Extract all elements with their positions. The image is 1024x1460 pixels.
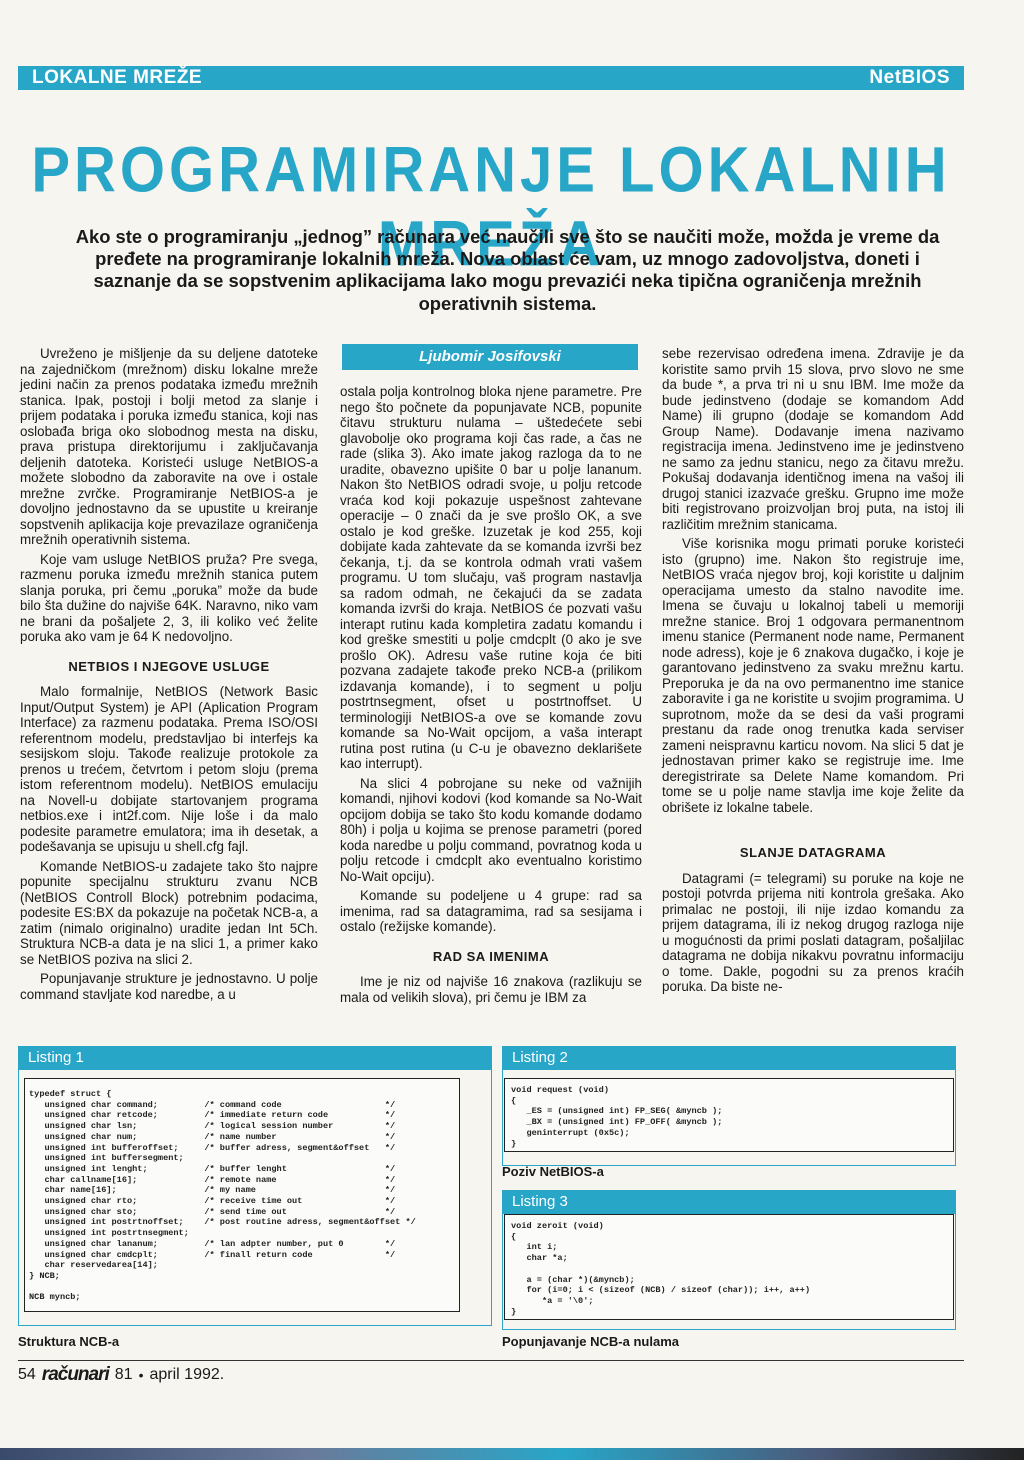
- paragraph: Datagrami (= telegrami) su poruke na koje ne postoji potvrda prijema niti kontrola grešaka. Ako primalac ne postoji, ili nije izdao komandu za prijem datagrama, ili iz nekog drugog razloga nije u mogućnosti da primi poslati datagram, pošaljilac datagrama ne dobija nikakvu povratnu informaciju o tome. Dakle, pogodni su za prenos kraćih poruka. Da biste ne-: [662, 870, 964, 994]
- paragraph: Koje vam usluge NetBIOS pruža? Pre svega, razmenu poruka između mrežnih stanica putem slanja poruka, pri čemu „poruka” može da bude bilo šta dužine do najviše 64K. Naravno, niko vam ne brani da pošaljete 2, 3, ili koliko već želite poruka ako vam je 64 K nedovoljno.: [20, 551, 318, 644]
- listing-1-title: Listing 1: [18, 1046, 492, 1070]
- paragraph: Uvreženo je mišljenje da su deljene datoteke na zajedničkom (mrežnom) disku lokalne mreže jedini način za prenos podataka između mrežnih stanica. Ipak, postoji i bolji metod za slanje i prijem podataka i poruka između stanica, koji nas oslobađa briga oko slobodnog mesta na disku, prava pristupa direktorijumu i zaključavanja deljenih datoteka. Koristeći usluge NetBIOS-a možete slobodno da zaboravite na ove i ostale mrežne zvrčke. Programiranje NetBIOS-a je dovoljno jednostavno da se upustite u kreiranje sopstvenih aplikacija koje prevazilaze ograničenja mrežnih operativnih sistema.: [20, 346, 318, 547]
- listing-2-caption: Poziv NetBIOS-a: [502, 1164, 604, 1179]
- magazine-name: računari: [41, 1364, 109, 1385]
- listing-3-title: Listing 3: [502, 1190, 956, 1214]
- section-label: LOKALNE MREŽE: [32, 67, 203, 88]
- scan-edge-strip: [0, 1448, 1024, 1460]
- paragraph: Komande su podeljene u 4 grupe: rad sa imenima, rad sa datagramima, rad sa sesijama i ostalo (režijske komande).: [340, 888, 642, 934]
- article-title: PROGRAMIRANJE LOKALNIH MREŽA: [31, 134, 951, 280]
- paragraph: Malo formalnije, NetBIOS (Network Basic Input/Output System) je API (Aplication Program Interface) za razmenu podataka. Prema ISO/OSI referentnom modelu, predstavljao bi interfejs ka sesijskom sloju. Takođe realizuje protokole za prenos u trećem, četvrtom i petom sloju (prema istom referentnom modelu). NetBIOS emulaciju na Novell-u dobijate startovanjem programa netbios.exe i int2f.com. Nije loše i da malo podesite parametre emulatora; ima ih desetak, a podešavanja se upisuju u shell.cfg fajl.: [20, 684, 318, 854]
- paragraph: ostala polja kontrolnog bloka njene parametre. Pre nego što počnete da popunjavate NCB, popunite čitavu strukturu nulama – uštedećete sebi glavobolje oko programa koji čas rade, a čas ne rade (slika 3). Ako imate jakog razloga da to ne uradite, obavezno upišite 0 bar u polje lananum. Nakon što NetBIOS odradi svoje, u polju retcode vraća kod koji pokazuje uspešnost zahtevane operacije – 0 znači da je sve prošlo OK, a sve ostalo je kod greške. Izuzetak je kod 255, koji dobijate kada zahtevate da se komanda izvrši bez čekanja, t.j. da se kontrola odmah vrati vašem programu. U tom slučaju, vaš program nastavlja sa radom odmah, ne čekajući da se zadata komanda izvrši do kraja. NetBIOS će pozvati vašu interapt rutinu kada kompletira zadatu komandu i kod greške smestiti u polje cmdcplt (0 ako je sve prošlo OK). Adresu vaše rutine koja će biti pozvana zadajete takođe preko NCB-a (prilikom izdavanja komande), i to segment u polju postrtnsegment, ofset u postrtnoffset. U terminologiji NetBIOS-a ove se komande zovu komande sa No-Wait opcijom, a vaša interapt rutina post rutina (u C-u je obavezno deklarišete kao interrupt).: [340, 384, 642, 771]
- section-header-bar: [18, 66, 964, 90]
- listing-1-caption: Struktura NCB-a: [18, 1334, 120, 1349]
- issue-date: april 1992.: [149, 1366, 225, 1383]
- paragraph: Komande NetBIOS-u zadajete tako što najpre popunite specijalnu strukturu zvanu NCB (NetBIOS Controll Block) potrebnim podacima, podesite ES:BX da pokazuje na početak NCB-a, a zatim (nimalo originalno) uradite jedan Int 5Ch. Struktura NCB-a data je na slici 1, a primer kako se NetBIOS poziva na slici 2.: [20, 858, 318, 967]
- author-banner: Ljubomir Josifovski: [342, 344, 638, 370]
- paragraph: Popunjavanje strukture je jednostavno. U polje command stavljate kod naredbe, a u: [20, 971, 318, 1002]
- listing-2-title: Listing 2: [502, 1046, 956, 1070]
- paragraph: sebe rezervisao određena imena. Zdravije je da koristite samo prvih 15 slova, prvo slovo ne sme da bude *, a prva tri ni u snu IBM. Ime može da bude jedinstveno (dodaje se komandom Add Name) ili grupno (dodaje se komandom Add Group Name). Dodavanje imena nazivamo registracija imena. Jedinstveno ime je jedinstveno ne samo za jednu stanicu, nego za čitavu mrežu. Pokušaj dodavanja identičnog imena na vašoj ili drugoj stanici izazvaće grešku. Grupno ime može biti registrovano proizvoljan broj puta, na istoj ili različitim mrežnim stanicama.: [662, 346, 964, 532]
- article-lead: Ako ste o programiranju „jednog” računara već naučili sve što se naučiti može, možda je vreme da pređete na programiranje lokalnih mreža. Nova oblast će vam, uz mnogo zadovoljstva, doneti i saznanje da se sopstvenim aplikacijama lako mogu prevazići neka tipična ograničenja mrežnih operativnih sistema.: [75, 226, 940, 314]
- listing-1-code-box: [24, 1078, 460, 1312]
- paragraph: Ime je niz od najviše 16 znakova (razlikuju se mala od velikih slova), pri čemu je IBM za: [340, 974, 642, 1005]
- column-2: [340, 384, 642, 1009]
- issue-number: 81: [114, 1366, 133, 1383]
- subheading: NETBIOS I NJEGOVE USLUGE: [68, 658, 270, 674]
- paragraph: Na slici 4 pobrojane su neke od važnijih komandi, njihovi kodovi (kod komande sa No-Wait opcijom dobija se tako što kodu komande dodamo 80h) i polja u kojima se prenose parametri (pored koda naredbe u polju command, povratnog koda u polju retcode i cmdcplt ako eventualno koristimo No-Wait opciju).: [340, 775, 642, 884]
- listing-2-code-box: [504, 1078, 954, 1152]
- listing-2-code: void request (void) { _ES = (unsigned int) FP_SEG( &myncb ); _BX = (unsigned int) FP_OFF( &myncb ); geninterrupt (0x5c); }: [511, 1085, 723, 1149]
- column-1: [20, 346, 318, 1006]
- subheading: SLANJE DATAGRAMA: [739, 845, 887, 860]
- subheading: RAD SA IMENIMA: [432, 948, 550, 964]
- column-3: [662, 346, 964, 999]
- bullet: •: [138, 1367, 144, 1383]
- listing-3-code: void zeroit (void) { int i; char *a; a = (char *)(&myncb); for (i=0; i < (sizeof (NCB) / sizeof (char)); i++, a++) *a = '\0'; }: [511, 1221, 811, 1317]
- paragraph: Više korisnika mogu primati poruke koristeći isto (grupno) ime. Nakon što registruje ime, NetBIOS vraća njegov broj, koji koristite u daljnim operacijama umesto da stalno navodite ime. Imena se čuvaju u lokalnoj tabeli u memoriji mrežne stanice. Broj 1 odgovara permanentnom imenu stanice (Permanent node name, Permanent node adress), koje je 6 znakova dugačko, i koje je garantovano jedinstveno za svaku mrežnu kartu. Preporuka je da na ovo permanentno ime stanice zaboravite i ga ne koristite u svojim programima. U suprotnom, može da se desi da vaši programi prestanu da rade onog trenutka kada serviser zameni neispravnu karticu novom. Na slici 5 dat je jednostavan primer kako se registruje ime. Ime deregistrirate sa Delete Name komandom. Pri tome se u polje name stavlja ime koje želite da obrišete iz lokalne tabele.: [662, 536, 964, 815]
- page-number: 54: [18, 1366, 36, 1383]
- listing-1-code: typedef struct { unsigned char command; /* command code */ unsigned char retcode; /* immediate return code */ unsigned char lsn; /* logical session number */ unsigned char num; /* name number */ unsigned int bufferoffset; /* buffer adress, segment&offset */ unsigned int buffersegment; unsigned int lenght; /* buffer lenght */ char callname[16]; /* remote name */ char name[16]; /* my name */ unsigned char rto; /* receive time out */ unsigned char sto; /* send time out */ unsigned int postrtnoffset; /* post routine adress, segment&offset */ unsigned int postrtnsegment; unsigned char lananum; /* lan adpter number, put 0 */ unsigned char cmdcplt; /* finall return code */ char reservedarea[14]; } NCB; NCB myncb;: [29, 1089, 416, 1303]
- listing-3-caption: Popunjavanje NCB-a nulama: [502, 1334, 679, 1349]
- footer-rule: [18, 1360, 964, 1361]
- listing-3-code-box: [504, 1214, 954, 1320]
- page-footer: [18, 1364, 224, 1386]
- topic-label: NetBIOS: [869, 67, 950, 88]
